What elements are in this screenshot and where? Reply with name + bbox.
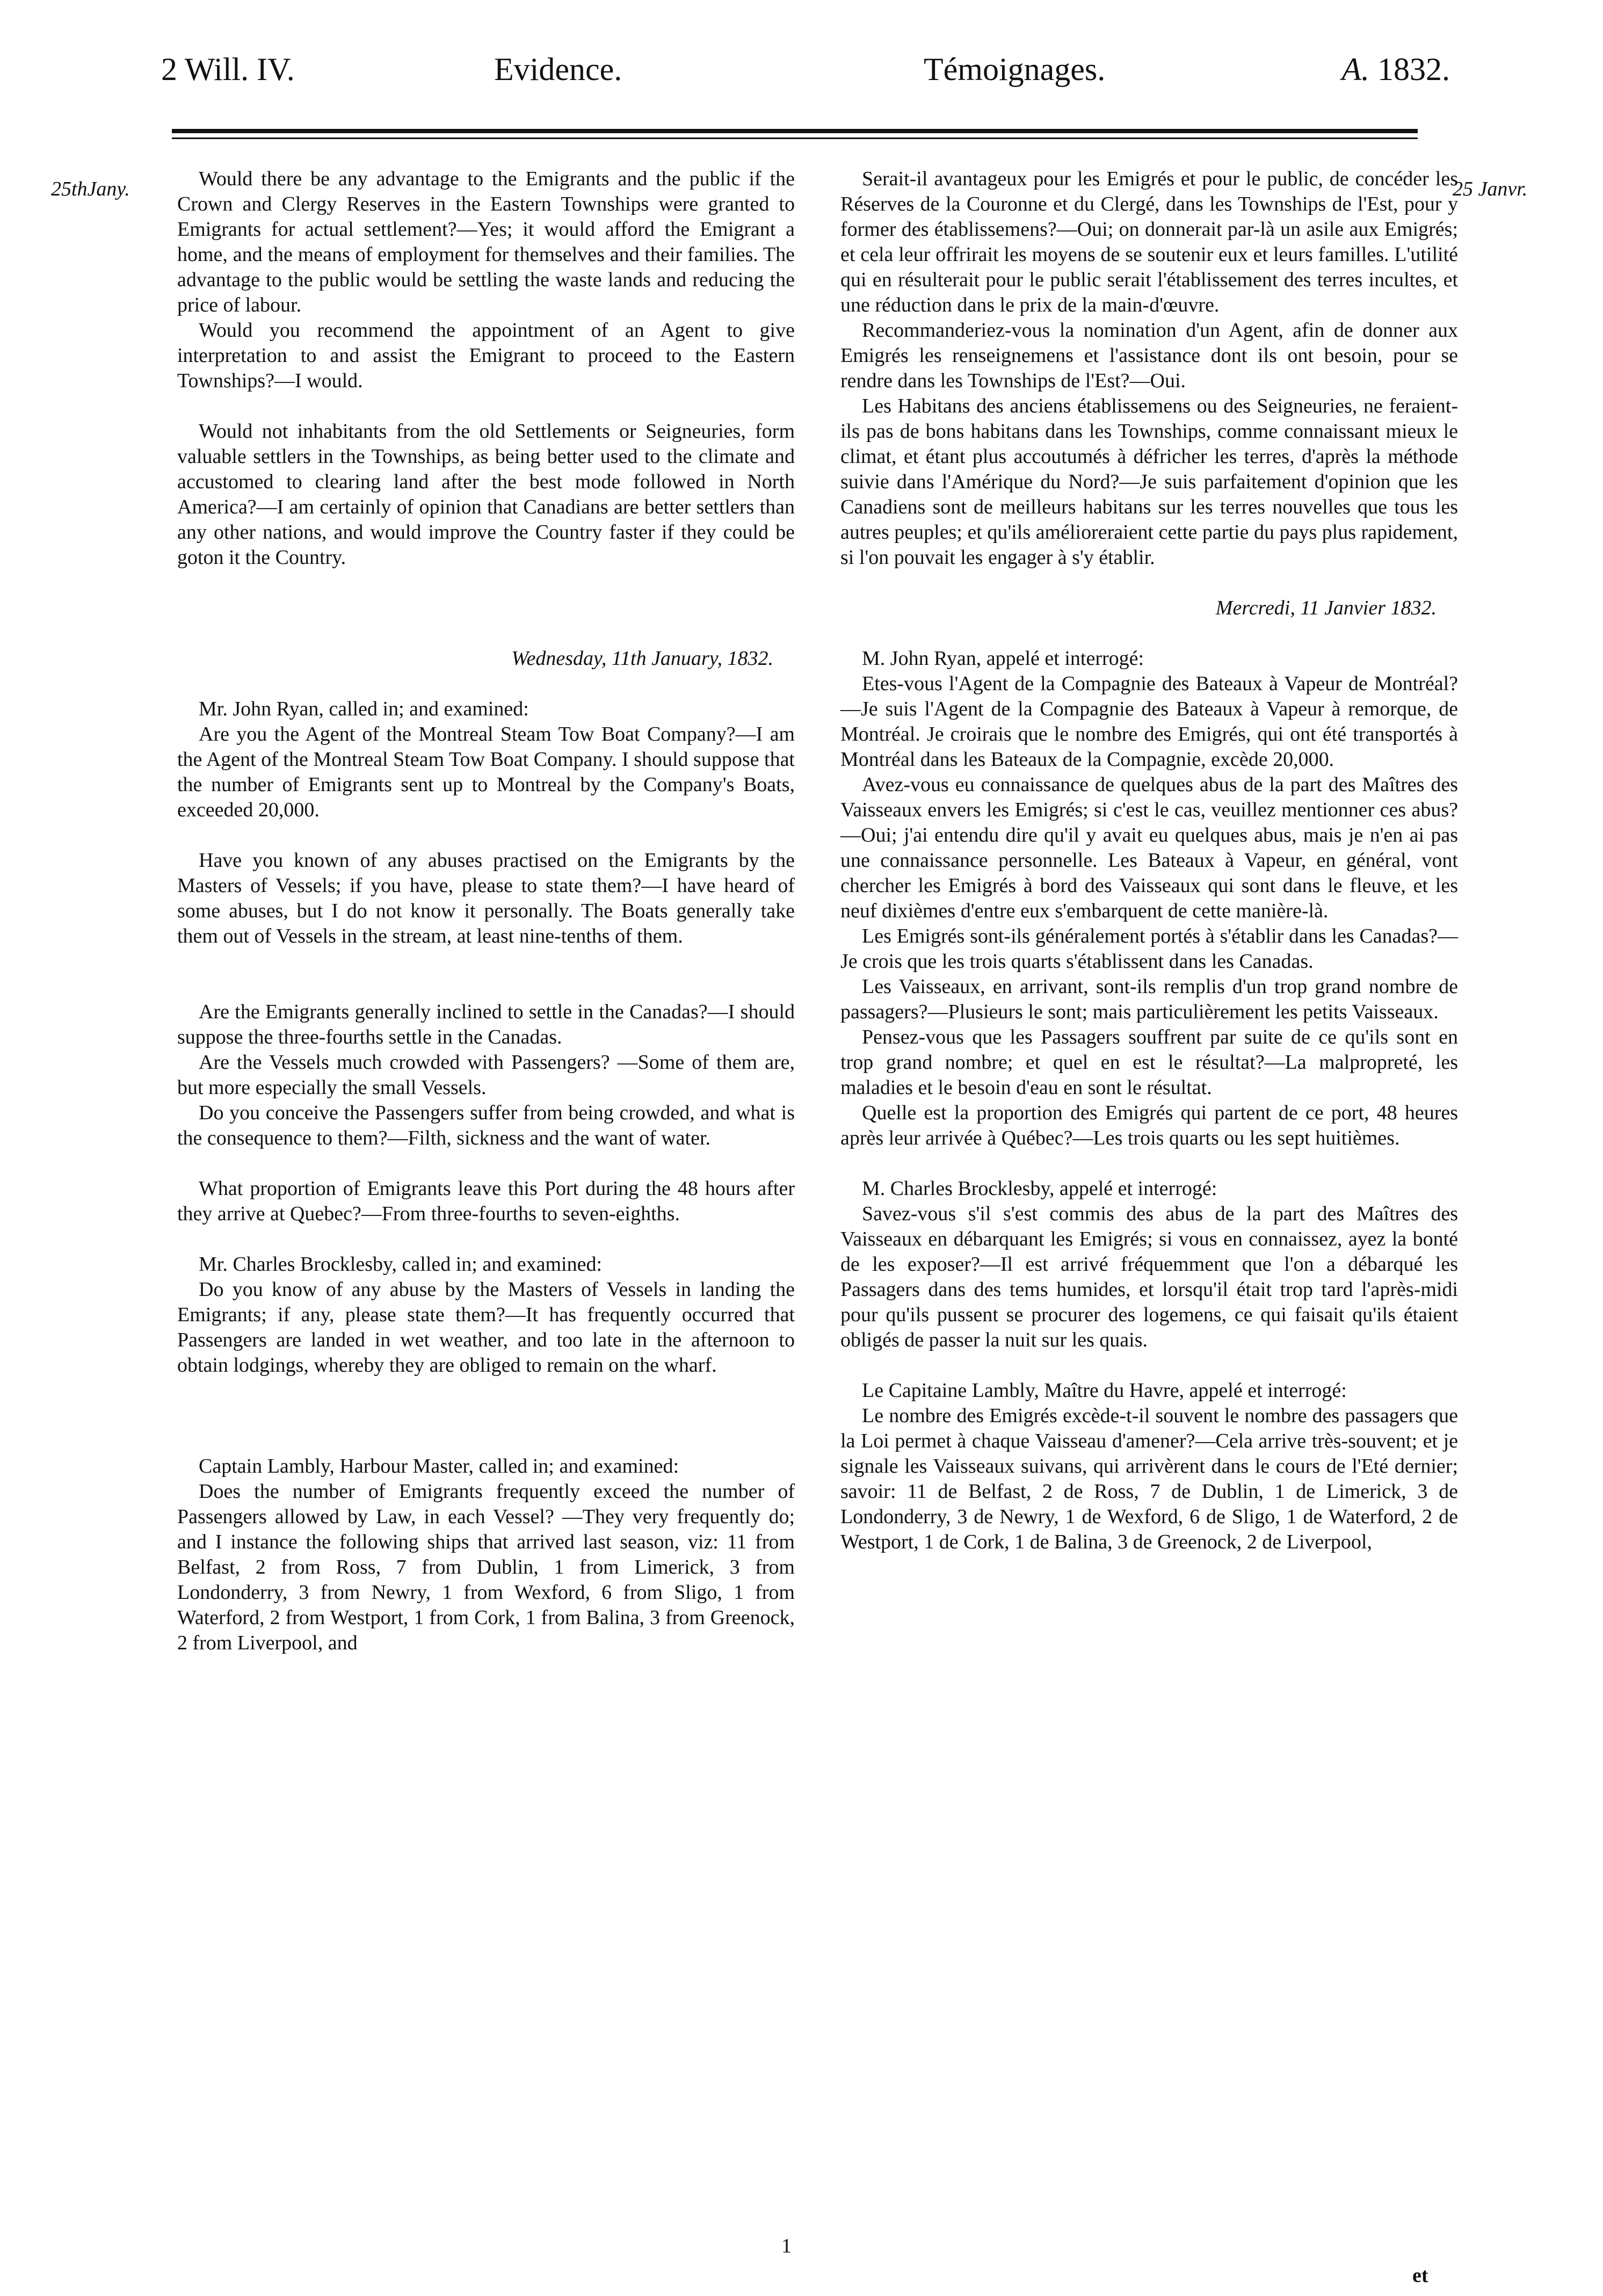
paragraph: Are the Vessels much crowded with Passengers? —Some of them are, but more especially the small Vessels. bbox=[177, 1051, 795, 1099]
paragraph: Etes-vous l'Agent de la Compagnie des Bateaux à Vapeur de Montréal?—Je suis l'Agent de la Compagnie des Bateaux à Vapeur à remorque, de Montréal. Je croirais que le nombre des Emigrés, qui ont été transportés à Montréal dans les Bateaux de la Compagnie, excède 20,000. bbox=[840, 672, 1458, 771]
witness-heading: M. Charles Brocklesby, appelé et interrogé: bbox=[862, 1177, 1217, 1200]
page-number: 1 bbox=[781, 2235, 792, 2257]
page-header bbox=[161, 51, 1450, 110]
paragraph: Les Emigrés sont-ils généralement portés à s'établir dans les Canadas?—Je crois que les trois quarts s'établissent dans les Canadas. bbox=[840, 925, 1458, 973]
appendix-letter: A. bbox=[1341, 52, 1369, 87]
paragraph: Pensez-vous que les Passagers souffrent par suite de ce qu'ils sont en trop grand nombre; et quel en est le résultat?—La malpropreté, les maladies et le besoin d'eau en sont le résultat. bbox=[840, 1026, 1458, 1099]
paragraph: Quelle est la proportion des Emigrés qui partent de ce port, 48 heures après leur arrivée à Québec?—Les trois quarts ou les sept huitièmes. bbox=[840, 1102, 1458, 1149]
paragraph: Les Vaisseaux, en arrivant, sont-ils remplis d'un trop grand nombre de passagers?—Plusieurs le sont; mais particulièrement les petits Vaisseaux. bbox=[840, 975, 1458, 1023]
catchword: et bbox=[1412, 2264, 1428, 2287]
session-date: Mercredi, 11 Janvier 1832. bbox=[1215, 597, 1437, 619]
margin-date-left: 25thJany. bbox=[51, 178, 130, 200]
paragraph: Do you conceive the Passengers suffer from being crowded, and what is the consequence to them?—Filth, sickness and the want of water. bbox=[177, 1102, 795, 1149]
paragraph: Are you the Agent of the Montreal Steam Tow Boat Company?—I am the Agent of the Montreal Steam Tow Boat Company. I should suppose that the number of Emigrants sent up to Montreal by the Company's Boats, exceeded 20,000. bbox=[177, 723, 795, 821]
witness-heading: Mr. Charles Brocklesby, called in; and examined: bbox=[199, 1253, 603, 1276]
header-temoignages: Témoignages. bbox=[924, 52, 1106, 87]
paragraph: Do you know of any abuse by the Masters of Vessels in landing the Emigrants; if any, please state them?—It has frequently occurred that Passengers are landed in wet weather, and too late in the afternoon to obtain lodgings, whereby they are obliged to remain on the wharf. bbox=[177, 1278, 795, 1377]
paragraph: Le nombre des Emigrés excède-t-il souvent le nombre des passagers que la Loi permet à chaque Vaisseau d'amener?—Cela arrive très-souvent; et je signale les Vaisseaux suivans, qui arrivèrent dans le cours de l'Eté dernier; savoir: 11 de Belfast, 2 de Ross, 7 de Dublin, 1 de Limerick, 3 de Londonderry, 3 de Newry, 1 de Wexford, 6 de Sligo, 1 de Waterford, 2 de Westport, 1 de Cork, 1 de Balina, 3 de Greenock, 2 de Liverpool, bbox=[840, 1404, 1458, 1553]
paragraph: Les Habitans des anciens établissemens ou des Seigneuries, ne feraient-ils pas de bons habitans dans les Townships, comme connaissant mieux le climat, et étant plus accoutumés à défricher les terres, d'après la méthode suivie dans l'Amérique du Nord?—Je suis parfaitement d'opinion que les Canadiens sont de meilleurs habitans sur les terres nouvelles que tous les autres peuples; et qu'ils amélioreraient cette partie du pays plus rapidement, si l'on pouvait les engager à s'y établir. bbox=[840, 395, 1458, 569]
french-column bbox=[840, 166, 1458, 1555]
margin-date-right: 25 Janvr. bbox=[1453, 178, 1528, 200]
header-appendix-year bbox=[1341, 51, 1450, 88]
header-evidence: Evidence. bbox=[494, 52, 622, 87]
paragraph: Avez-vous eu connaissance de quelques abus de la part des Maîtres des Vaisseaux envers les Emigrés; si c'est le cas, veuillez mentionner ces abus?—Oui; j'ai entendu dire qu'il y avait eu quelques abus, mais je n'en ai pas une connaissance personnelle. Les Bateaux à Vapeur, en général, vont chercher les Emigrés à bord des Vaisseaux qui sont dans le fleuve, et les neuf dixièmes d'entre eux s'embarquent de cette manière-là. bbox=[840, 773, 1458, 922]
witness-heading: Captain Lambly, Harbour Master, called in; and examined: bbox=[199, 1455, 679, 1477]
paragraph: Savez-vous s'il s'est commis des abus de la part des Maîtres des Vaisseaux en débarquant les Emigrés; si vous en connaissez, ayez la bonté de les exposer?—Il est arrivé fréquemment que l'on a débarqué les Passagers dans des tems humides, et lorsqu'il était trop tard l'après-midi pour qu'ils pussent se procurer des logemens, ce qui faisait qu'ils étaient obligés de passer la nuit sur les quais. bbox=[840, 1203, 1458, 1351]
witness-heading: M. John Ryan, appelé et interrogé: bbox=[862, 647, 1144, 670]
paragraph: Have you known of any abuses practised on the Emigrants by the Masters of Vessels; if you have, please to state them?—I have heard of some abuses, but I do not know it personally. The Boats generally take them out of Vessels in the stream, at least nine-tenths of them. bbox=[177, 849, 795, 947]
english-column bbox=[177, 166, 795, 1656]
regnal-year: 2 Will. IV. bbox=[161, 52, 295, 87]
witness-heading: Le Capitaine Lambly, Maître du Havre, appelé et interrogé: bbox=[862, 1379, 1347, 1402]
paragraph: Does the number of Emigrants frequently exceed the number of Passengers allowed by Law, in each Vessel? —They very frequently do; and I instance the following ships that arrived last season, viz: 11 from Belfast, 2 from Ross, 7 from Dublin, 1 from Limerick, 3 from Londonderry, 3 from Newry, 1 from Wexford, 6 from Sligo, 1 from Waterford, 2 from Westport, 1 from Cork, 1 from Balina, 3 from Greenock, 2 from Liverpool, and bbox=[177, 1480, 795, 1654]
session-date: Wednesday, 11th January, 1832. bbox=[511, 647, 773, 670]
paragraph: Would not inhabitants from the old Settlements or Seigneuries, form valuable settlers in the Townships, as being better used to the climate and accustomed to clearing land after the best mode followed in North America?—I am certainly of opinion that Canadians are better settlers than any other nations, and would improve the Country faster if they could be goton it the Country. bbox=[177, 420, 795, 569]
paragraph: Recommanderiez-vous la nomination d'un Agent, afin de donner aux Emigrés les renseignemens et l'assistance dont ils ont besoin, pour se rendre dans les Townships de l'Est?—Oui. bbox=[840, 319, 1458, 392]
paragraph: Would you recommend the appointment of an Agent to give interpretation to and assist the Emigrant to proceed to the Eastern Townships?—I would. bbox=[177, 319, 795, 392]
header-rule-thick bbox=[172, 129, 1418, 133]
witness-heading: Mr. John Ryan, called in; and examined: bbox=[199, 698, 529, 720]
paragraph: Serait-il avantageux pour les Emigrés et pour le public, de concéder les Réserves de la Couronne et du Clergé, dans les Townships de l'Est, pour y former des établissemens?—Oui; on donnerait par-là un asile aux Emigrés; et cela leur offrirait les moyens de se soutenir eux et leurs familles. L'utilité qui en résulterait pour le public serait l'établissement des terres incultes, et une réduction dans le prix de la main-d'œuvre. bbox=[840, 168, 1458, 316]
year: 1832. bbox=[1377, 52, 1450, 87]
paragraph: Are the Emigrants generally inclined to settle in the Canadas?—I should suppose the three-fourths settle in the Canadas. bbox=[177, 1001, 795, 1048]
paragraph: What proportion of Emigrants leave this Port during the 48 hours after they arrive at Quebec?—From three-fourths to seven-eighths. bbox=[177, 1177, 795, 1225]
header-rule-thin bbox=[172, 137, 1418, 139]
paragraph: Would there be any advantage to the Emigrants and the public if the Crown and Clergy Reserves in the Eastern Townships were granted to Emigrants for actual settlement?—Yes; it would afford the Emigrant a home, and the means of employment for themselves and their families. The advantage to the public would be settling the waste lands and reducing the price of labour. bbox=[177, 168, 795, 316]
